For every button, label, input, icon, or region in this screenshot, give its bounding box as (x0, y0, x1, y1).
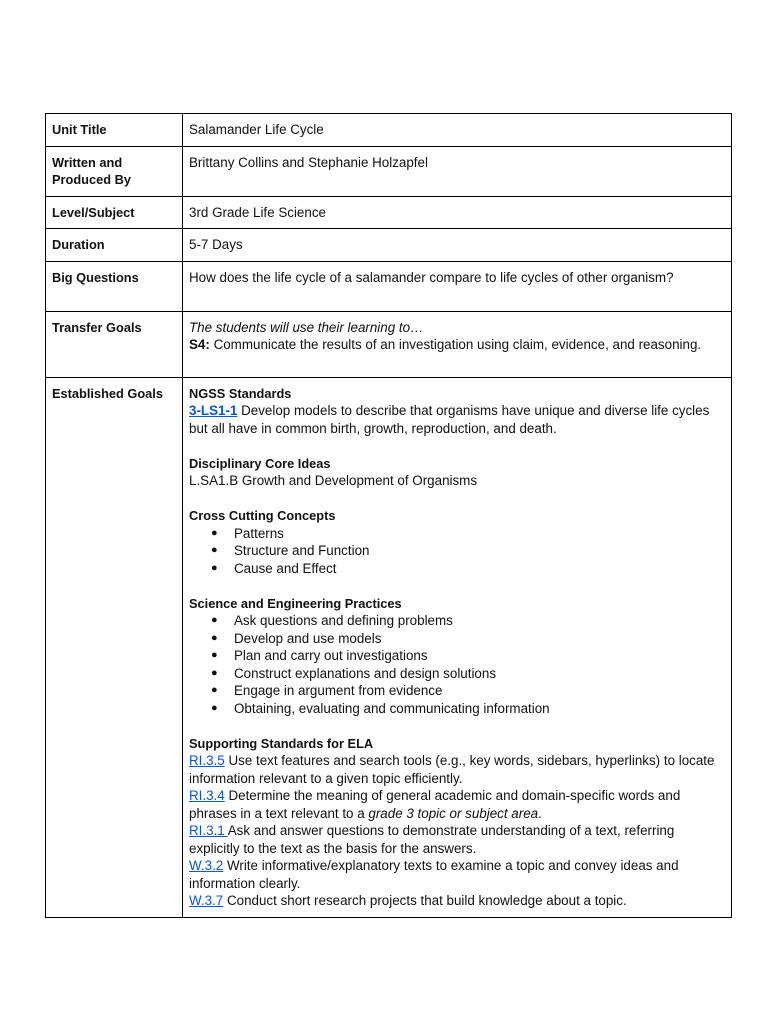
level-subject-value: 3rd Grade Life Science (183, 196, 732, 229)
bullet-icon: ● (211, 666, 218, 679)
list-item (211, 612, 725, 630)
ela-standard-text: Use text features and search tools (e.g., key words, sidebars, hyperlinks) to locate information relevant to a given topic efficiently. (189, 753, 715, 786)
bullet-icon: ● (211, 544, 218, 556)
duration-value: 5-7 Days (183, 229, 732, 262)
row-big-questions (46, 261, 732, 311)
ela-standard (189, 752, 725, 787)
row-established-goals (46, 377, 732, 917)
list-item (211, 630, 725, 648)
ela-standard-link[interactable]: RI.3.4 (189, 788, 225, 803)
list-item (211, 525, 725, 543)
bullet-icon: ● (211, 614, 218, 626)
spacer (189, 490, 725, 508)
sep-item: Construct explanations and design solutions (234, 665, 497, 681)
ela-standard-link[interactable]: W.3.2 (189, 858, 224, 873)
spacer (189, 577, 725, 595)
written-by-value: Brittany Collins and Stephanie Holzapfel (183, 146, 732, 196)
written-by-label-line1: Written and (52, 154, 123, 170)
unit-plan-page (45, 113, 732, 918)
ela-standard-link[interactable]: W.3.7 (189, 893, 224, 908)
big-questions-label: Big Questions (46, 261, 183, 311)
duration-label: Duration (46, 229, 183, 262)
dci-heading: Disciplinary Core Ideas (189, 455, 331, 471)
list-item (211, 560, 725, 578)
dci-text: L.SA1.B Growth and Development of Organisms (189, 473, 478, 488)
list-item (211, 682, 725, 700)
transfer-goals-statement (189, 337, 701, 352)
row-transfer-goals (46, 311, 732, 377)
bullet-icon: ● (211, 631, 218, 644)
ccc-item: Structure and Function (234, 543, 370, 558)
big-questions-value: How does the life cycle of a salamander compare to life cycles of other organism? (183, 261, 732, 311)
ela-standard-text: Ask and answer questions to demonstrate understanding of a text, referring explicitly to the text as the basis for the answers. (189, 823, 675, 856)
established-goals-value (183, 377, 732, 917)
transfer-goals-label: Transfer Goals (46, 311, 183, 377)
sep-item: Engage in argument from evidence (234, 683, 443, 698)
ccc-heading: Cross Cutting Concepts (189, 508, 336, 523)
sep-list (189, 612, 725, 717)
bullet-icon: ● (211, 701, 218, 714)
transfer-goals-code: S4: (189, 337, 210, 352)
ela-standard (189, 892, 725, 910)
ccc-list (189, 525, 725, 578)
transfer-goals-text: Communicate the results of an investigation using claim, evidence, and reasoning. (209, 337, 702, 352)
ela-standard (189, 822, 725, 857)
sep-heading: Science and Engineering Practices (189, 595, 402, 611)
bullet-icon: ● (211, 526, 218, 539)
list-item (211, 542, 725, 560)
sep-item: Ask questions and defining problems (234, 613, 453, 628)
ela-standard (189, 787, 725, 822)
list-item (211, 665, 725, 683)
ela-standard-text: Determine the meaning of general academic and domain-specific words and phrases in a text relevant to a (189, 788, 681, 821)
ela-standard (189, 857, 725, 892)
row-unit-title (46, 114, 732, 147)
ngss-standard (189, 402, 725, 437)
list-item (211, 647, 725, 665)
ela-standard-link[interactable]: RI.3.5 (189, 753, 225, 768)
ela-heading: Supporting Standards for ELA (189, 735, 374, 751)
level-subject-label: Level/Subject (46, 196, 183, 229)
ela-standard-link[interactable]: RI.3.1 (189, 823, 228, 838)
ngss-standard-link[interactable]: 3-LS1-1 (189, 403, 238, 418)
unit-title-label: Unit Title (46, 114, 183, 147)
written-by-label (46, 146, 183, 196)
sep-item: Obtaining, evaluating and communicating information (234, 700, 550, 716)
bullet-icon: ● (211, 684, 218, 696)
ela-standard-italic: grade 3 topic or subject area (368, 805, 539, 821)
unit-plan-table (45, 113, 732, 918)
bullet-icon: ● (211, 561, 218, 574)
list-item (211, 700, 725, 718)
spacer (189, 717, 725, 735)
ela-standard-text: Write informative/explanatory texts to examine a topic and convey ideas and information clearly. (189, 858, 679, 891)
ela-standard-tail: . (538, 805, 542, 821)
written-by-label-line2: Produced By (52, 172, 131, 187)
spacer (189, 437, 725, 455)
ngss-standard-text: Develop models to describe that organisms have unique and diverse life cycles but all have in common birth, growth, reproduction, and death. (189, 403, 710, 436)
established-goals-label: Established Goals (46, 377, 183, 917)
bullet-icon: ● (211, 649, 218, 661)
sep-item: Plan and carry out investigations (234, 648, 428, 663)
transfer-goals-intro: The students will use their learning to… (189, 319, 424, 335)
ccc-item: Patterns (234, 525, 284, 541)
ccc-item: Cause and Effect (234, 560, 337, 576)
row-level-subject (46, 196, 732, 229)
ela-standard-text: Conduct short research projects that build knowledge about a topic. (223, 893, 627, 908)
unit-title-value: Salamander Life Cycle (183, 114, 732, 147)
ngss-standards-heading: NGSS Standards (189, 385, 292, 401)
transfer-goals-value (183, 311, 732, 377)
row-written-by (46, 146, 732, 196)
sep-item: Develop and use models (234, 630, 382, 646)
row-duration (46, 229, 732, 262)
